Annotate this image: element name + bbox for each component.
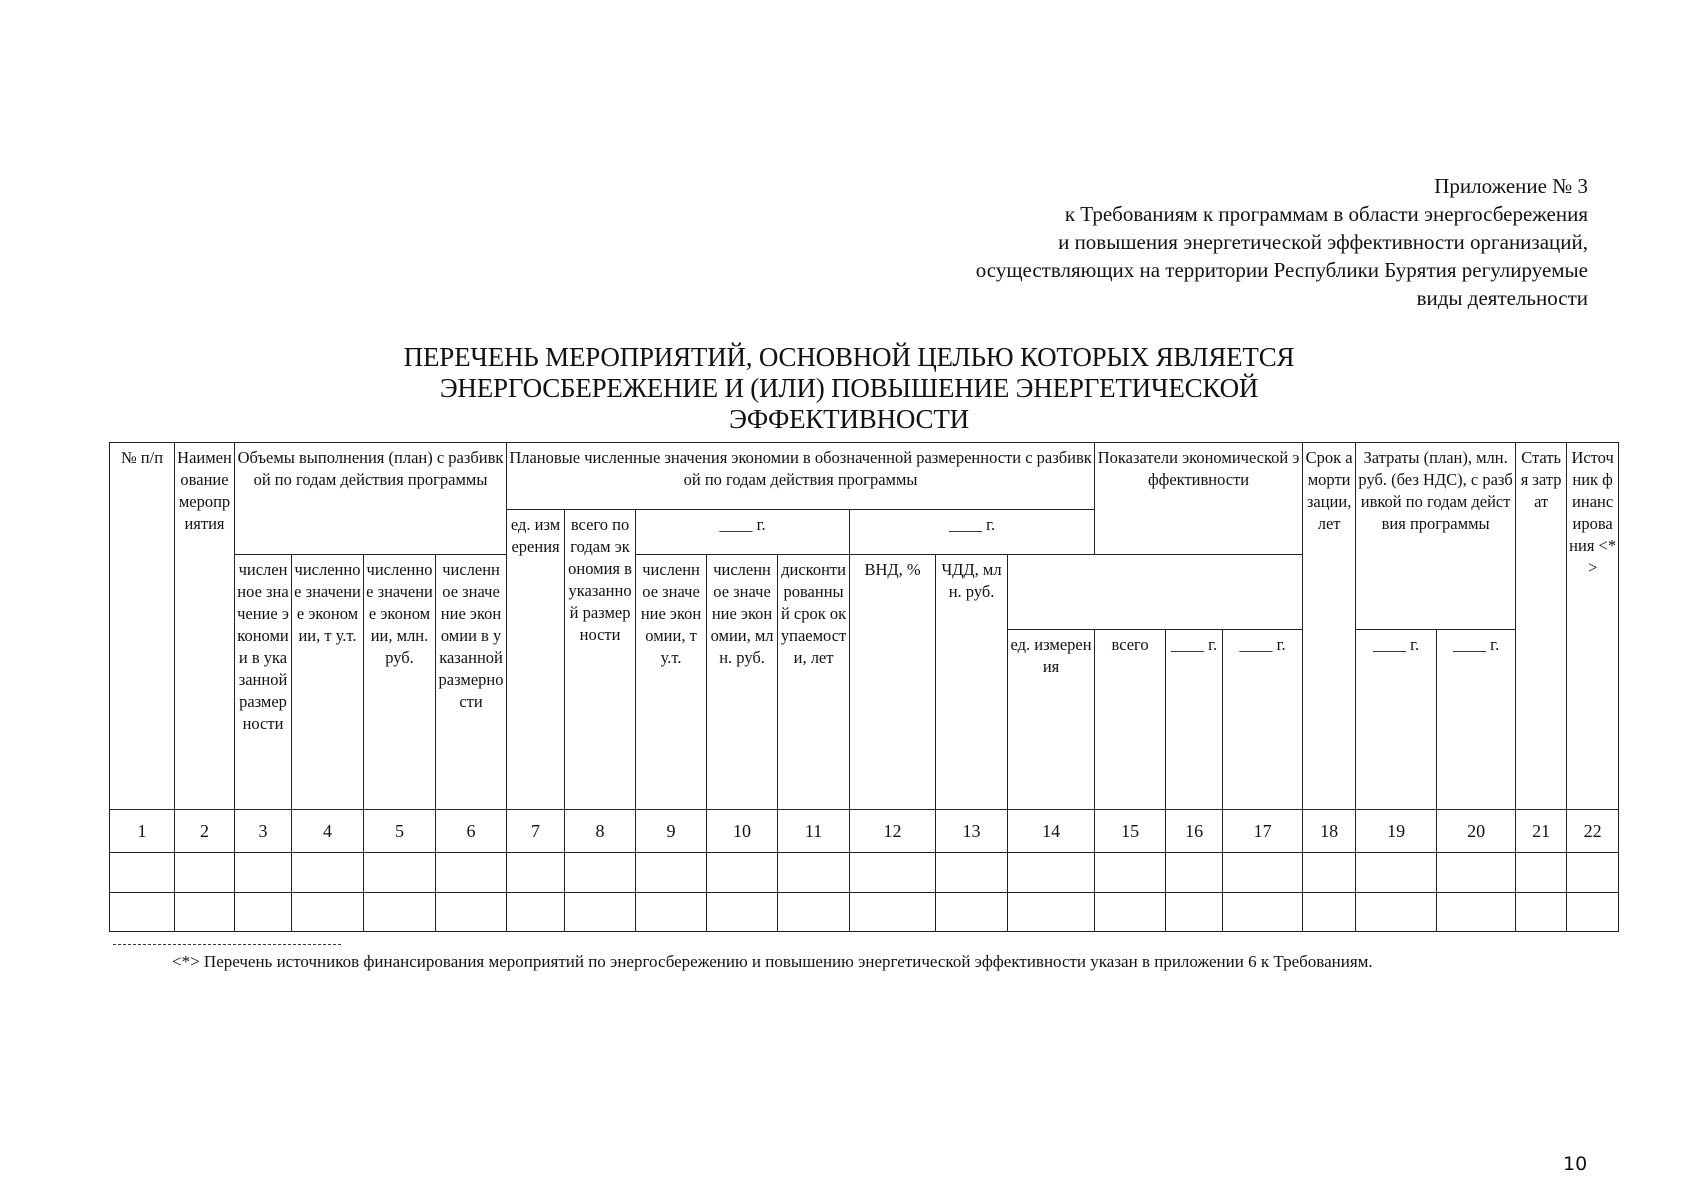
title-line: ЭНЕРГОСБЕРЕЖЕНИЕ И (ИЛИ) ПОВЫШЕНИЕ ЭНЕРГЕТИЧЕСКОЙ	[439, 373, 1259, 403]
table-cell	[175, 893, 235, 932]
page-number: 10	[1563, 1153, 1588, 1175]
column-number: 21	[1516, 809, 1567, 852]
footnote	[117, 950, 1593, 974]
header-c10: численное значение экономии, т у.т.	[292, 555, 364, 810]
table-cell	[1008, 852, 1095, 893]
appendix-line: Приложение № 3	[1434, 174, 1588, 198]
table-cell	[1437, 852, 1516, 893]
table-cell	[1516, 893, 1567, 932]
table-cell	[292, 852, 364, 893]
column-number: 18	[1303, 809, 1356, 852]
appendix-line: виды деятельности	[1416, 286, 1588, 310]
table-cell	[1567, 893, 1619, 932]
table-cell	[707, 893, 778, 932]
table-cell	[636, 893, 707, 932]
header-c15: дисконтированный срок окупаемости, лет	[778, 555, 850, 810]
table-cell	[1356, 893, 1437, 932]
header-c14: численное значение экономии, млн. руб.	[707, 555, 778, 810]
table-cell	[850, 852, 936, 893]
table-cell	[235, 852, 292, 893]
table-cell	[1095, 852, 1166, 893]
column-number: 1	[110, 809, 175, 852]
header-c17: ЧДД, млн. руб.	[936, 555, 1008, 810]
table-cell	[507, 893, 565, 932]
header-name: Наименование мероприятия	[175, 443, 235, 810]
column-number: 20	[1437, 809, 1516, 852]
header-num: № п/п	[110, 443, 175, 810]
header-costs: Затраты (план), млн. руб. (без НДС), с разбивкой по годам действия программы	[1356, 443, 1516, 630]
table-cell	[1166, 893, 1223, 932]
table-cell	[436, 893, 507, 932]
header-year-b: ____ г.	[850, 510, 1095, 555]
table-cell	[1303, 852, 1356, 893]
header-c9: численное значение экономии в указанной размерности	[235, 555, 292, 810]
header-vol-year2: ____ г.	[1223, 630, 1303, 809]
header-c13: численное значение экономии, т у.т.	[636, 555, 707, 810]
header-vol-total: всего	[1095, 630, 1166, 809]
column-number: 9	[636, 809, 707, 852]
column-number: 17	[1223, 809, 1303, 852]
footnote-text: <*> Перечень источников финансирования мероприятий по энергосбережению и повышению энергетической эффективности указан в приложении 6 к Требованиям.	[172, 952, 1373, 971]
column-number: 6	[436, 809, 507, 852]
table-cell	[235, 893, 292, 932]
header-c12: численное значение экономии в указанной размерности	[436, 555, 507, 810]
header-cost-item: Статья затрат	[1516, 443, 1567, 810]
table-cell	[364, 852, 436, 893]
column-number: 11	[778, 809, 850, 852]
table-cell	[850, 893, 936, 932]
table-cell	[110, 852, 175, 893]
table-cell	[936, 852, 1008, 893]
header-cost-year1: ____ г.	[1356, 630, 1437, 809]
header-sav-unit: ед. измерения	[507, 510, 565, 809]
document-title	[0, 342, 1698, 435]
header-cost-year2: ____ г.	[1437, 630, 1516, 809]
table-cell	[1008, 893, 1095, 932]
header-econ: Показатели экономической эффективности	[1095, 443, 1303, 555]
header-volumes: Объемы выполнения (план) с разбивкой по годам действия программы	[235, 443, 507, 555]
empty-row	[110, 893, 1619, 932]
table-cell	[1356, 852, 1437, 893]
header-sav-total: всего по годам экономия в указанной размерности	[565, 510, 636, 809]
title-line: ЭФФЕКТИВНОСТИ	[729, 404, 969, 434]
column-number: 3	[235, 809, 292, 852]
table-cell	[436, 852, 507, 893]
column-number: 12	[850, 809, 936, 852]
table-cell	[1223, 893, 1303, 932]
table-cell	[936, 893, 1008, 932]
header-amortization: Срок амортизации, лет	[1303, 443, 1356, 810]
measures-table	[109, 442, 1619, 932]
footnote-separator	[113, 944, 341, 945]
table-cell	[1567, 852, 1619, 893]
table-cell	[565, 852, 636, 893]
title-line: ПЕРЕЧЕНЬ МЕРОПРИЯТИЙ, ОСНОВНОЙ ЦЕЛЬЮ КОТОРЫХ ЯВЛЯЕТСЯ	[403, 342, 1295, 372]
table-cell	[110, 893, 175, 932]
header-vol-year1: ____ г.	[1166, 630, 1223, 809]
table-cell	[778, 852, 850, 893]
table-cell	[1516, 852, 1567, 893]
column-number: 7	[507, 809, 565, 852]
header-savings: Плановые численные значения экономии в обозначенной размеренности с разбивкой по годам действия программы	[507, 443, 1095, 510]
table-cell	[1223, 852, 1303, 893]
empty-row	[110, 852, 1619, 893]
column-number: 5	[364, 809, 436, 852]
table-cell	[636, 852, 707, 893]
column-number: 10	[707, 809, 778, 852]
table-cell	[292, 893, 364, 932]
appendix-line: и повышения энергетической эффективности организаций,	[1058, 230, 1588, 254]
header-funding-source: Источник финансирования <*>	[1567, 443, 1619, 810]
column-number: 22	[1567, 809, 1619, 852]
table-cell	[778, 893, 850, 932]
header-c16: ВНД, %	[850, 555, 936, 810]
table-cell	[364, 893, 436, 932]
header-year-a: ____ г.	[636, 510, 850, 555]
appendix-line: осуществляющих на территории Республики Бурятия регулируемые	[975, 258, 1588, 282]
table-cell	[507, 852, 565, 893]
column-number: 19	[1356, 809, 1437, 852]
table-cell	[1437, 893, 1516, 932]
table-cell	[565, 893, 636, 932]
table-cell	[1303, 893, 1356, 932]
column-number: 4	[292, 809, 364, 852]
column-number: 8	[565, 809, 636, 852]
table-cell	[1095, 893, 1166, 932]
appendix-line: к Требованиям к программам в области энергосбережения	[1064, 202, 1588, 226]
column-number: 15	[1095, 809, 1166, 852]
column-number: 2	[175, 809, 235, 852]
table-cell	[175, 852, 235, 893]
header-c11: численное значение экономии, млн. руб.	[364, 555, 436, 810]
appendix-block	[976, 172, 1588, 312]
header-vol-unit: ед. измерения	[1008, 630, 1095, 809]
column-number: 13	[936, 809, 1008, 852]
table-cell	[1166, 852, 1223, 893]
column-number: 16	[1166, 809, 1223, 852]
table-cell	[707, 852, 778, 893]
column-number-row	[110, 809, 1619, 852]
column-number: 14	[1008, 809, 1095, 852]
